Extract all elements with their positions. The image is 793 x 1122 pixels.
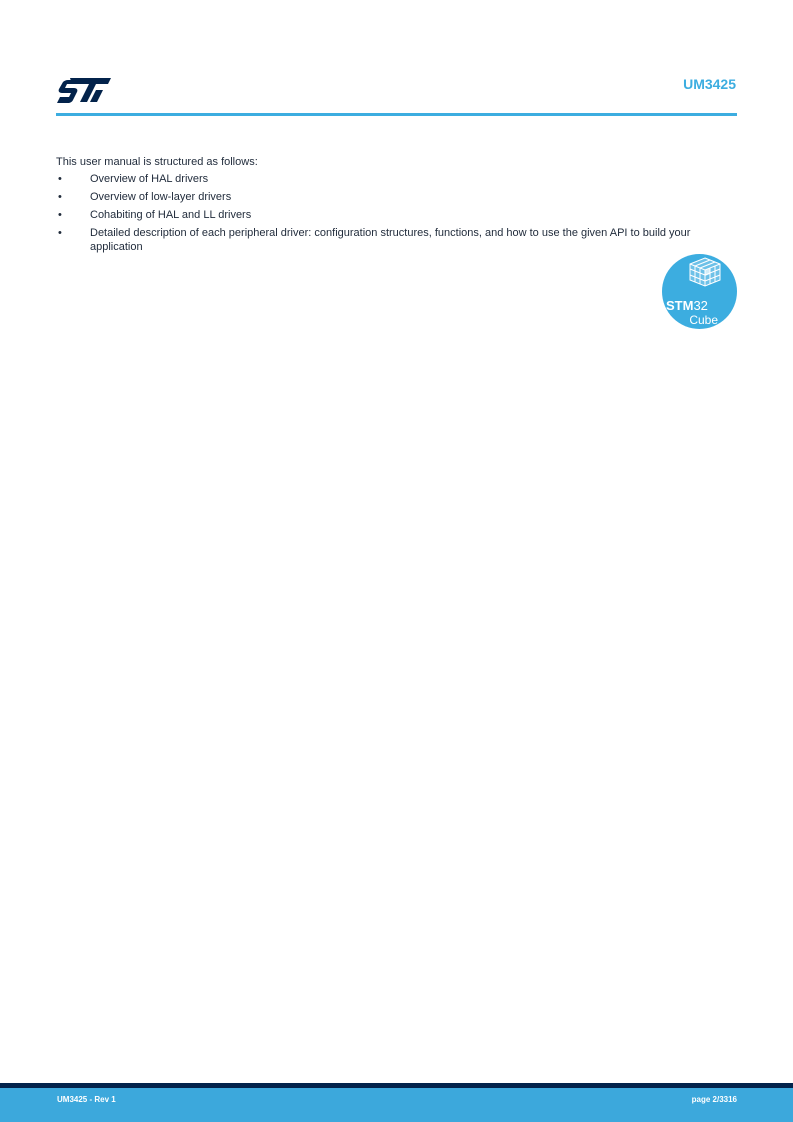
badge-text-light: 32 <box>693 298 708 313</box>
bullet-list <box>56 172 736 258</box>
bullet-icon: • <box>58 209 62 221</box>
badge-text-cube: Cube <box>689 313 718 327</box>
bullet-icon: • <box>58 191 62 203</box>
list-item <box>56 172 736 186</box>
list-item-text: Detailed description of each peripheral driver: configuration structures, functions, and how to use the given API to build your application <box>90 227 691 253</box>
list-item <box>56 226 736 254</box>
list-item <box>56 190 736 204</box>
footer-revision: UM3425 - Rev 1 <box>57 1095 116 1104</box>
svg-text:STM32 <box>666 298 708 313</box>
list-item-text: Overview of low-layer drivers <box>90 191 232 203</box>
footer <box>0 1088 793 1122</box>
list-item-text: Overview of HAL drivers <box>90 173 209 185</box>
stm32cube-icon <box>662 254 737 329</box>
header-rule <box>56 113 737 116</box>
document-code: UM3425 <box>683 76 736 92</box>
st-logo-icon <box>56 76 112 104</box>
bullet-icon: • <box>58 227 62 239</box>
intro-text: This user manual is structured as follows: <box>56 156 258 168</box>
list-item <box>56 208 736 222</box>
badge-text-bold: STM <box>666 298 694 313</box>
bullet-icon: • <box>58 173 62 185</box>
page-number: page 2/3316 <box>691 1095 737 1104</box>
list-item-text: Cohabiting of HAL and LL drivers <box>90 209 252 221</box>
